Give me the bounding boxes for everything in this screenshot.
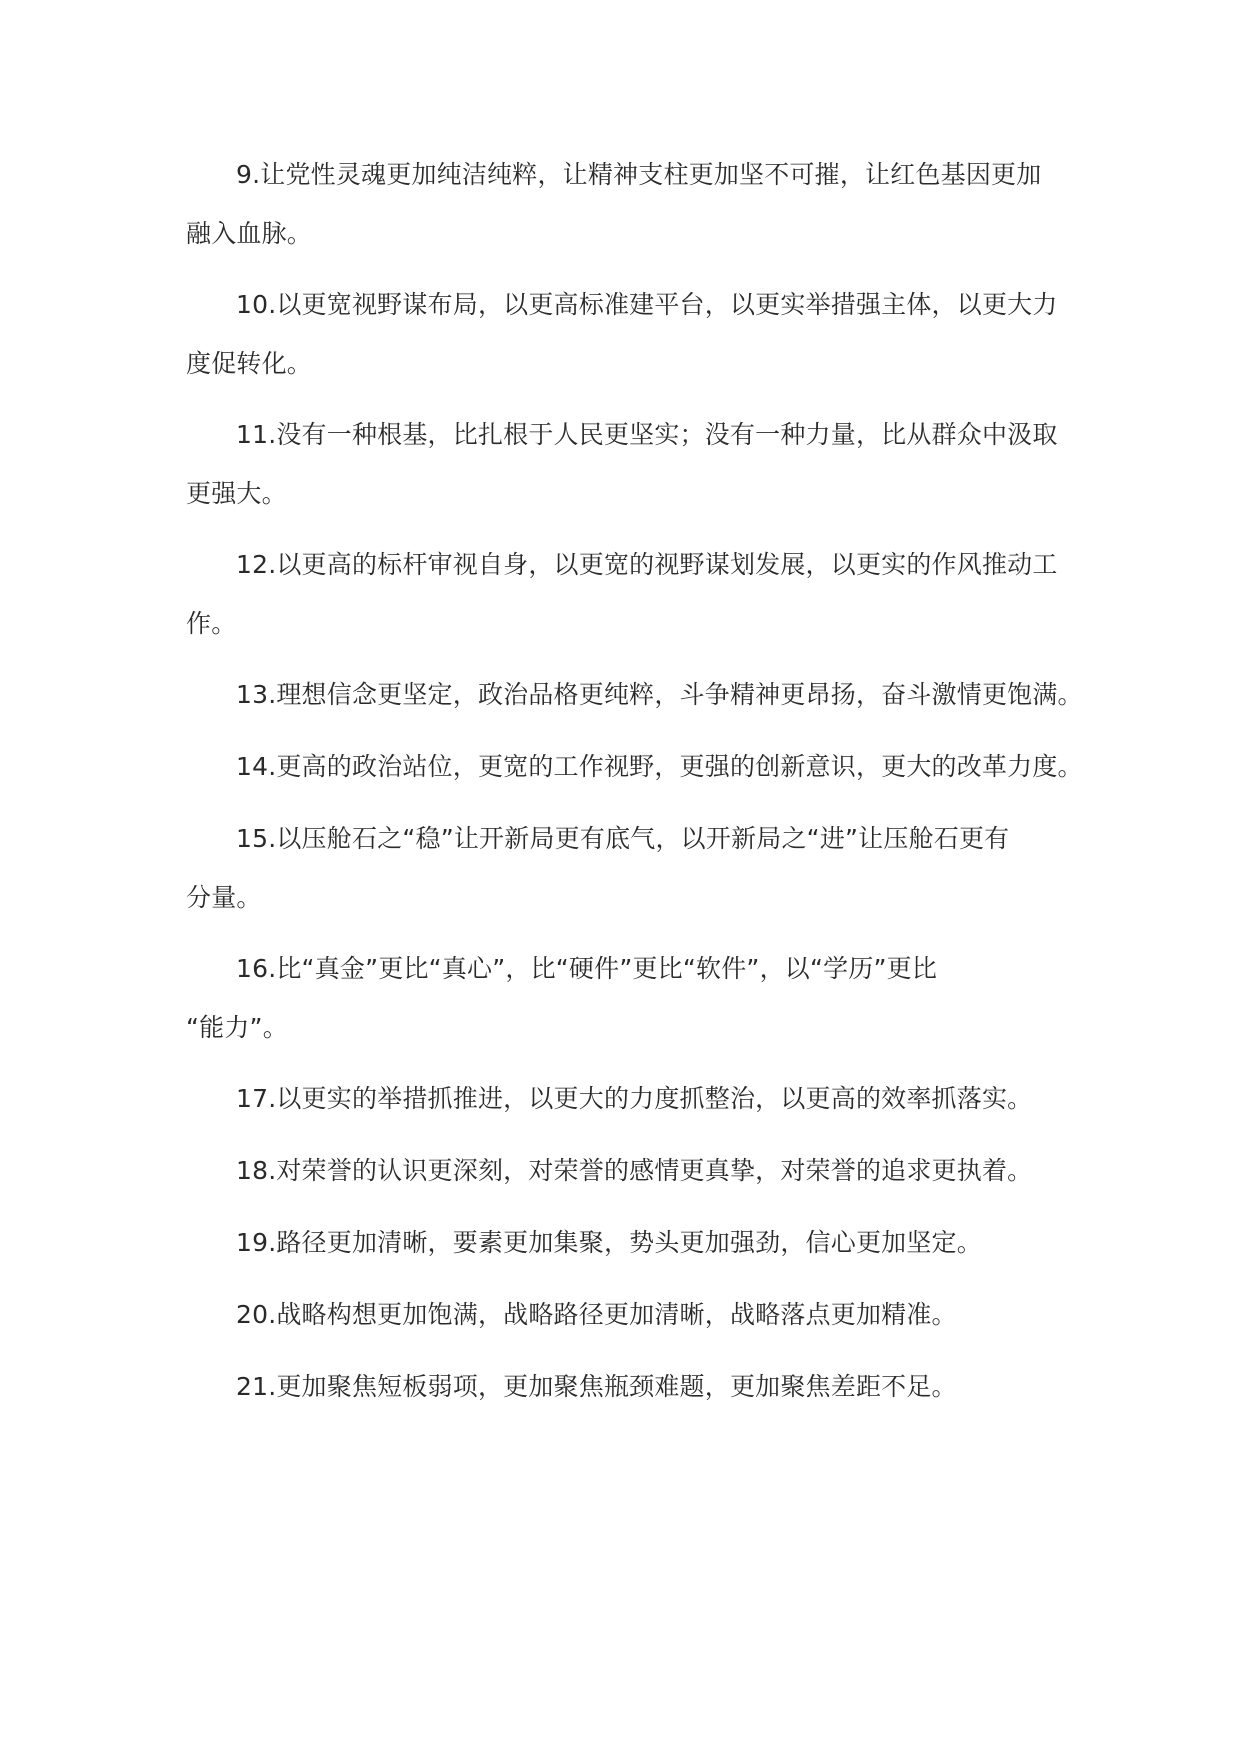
paragraph-12-line-2: 作。 — [186, 609, 237, 638]
paragraph-15-line-1: 15.以压舱石之“稳”让开新局更有底气，以开新局之“进”让压舱石更有 — [236, 824, 1010, 853]
paragraph-15-line-2: 分量。 — [186, 883, 262, 912]
paragraph-11-line-1: 11.没有一种根基，比扎根于人民更坚实；没有一种力量，比从群众中汲取 — [236, 420, 1058, 449]
paragraph-13-line-1: 13.理想信念更坚定，政治品格更纯粹，斗争精神更昂扬，奋斗激情更饱满。 — [236, 680, 1083, 709]
paragraph-14-line-1: 14.更高的政治站位，更宽的工作视野，更强的创新意识，更大的改革力度。 — [236, 752, 1083, 781]
paragraph-9-line-2: 融入血脉。 — [186, 219, 313, 248]
paragraph-16-line-1: 16.比“真金”更比“真心”，比“硬件”更比“软件”，以“学历”更比 — [236, 954, 938, 983]
paragraph-16-line-2: “能力”。 — [186, 1013, 288, 1042]
paragraph-9-line-1: 9.让党性灵魂更加纯洁纯粹，让精神支柱更加坚不可摧，让红色基因更加 — [236, 160, 1042, 189]
paragraph-10-line-1: 10.以更宽视野谋布局，以更高标准建平台，以更实举措强主体，以更大力 — [236, 290, 1058, 319]
paragraph-21-line-1: 21.更加聚焦短板弱项，更加聚焦瓶颈难题，更加聚焦差距不足。 — [236, 1372, 957, 1401]
paragraph-11-line-2: 更强大。 — [186, 479, 287, 508]
paragraph-18-line-1: 18.对荣誉的认识更深刻，对荣誉的感情更真挚，对荣誉的追求更执着。 — [236, 1156, 1033, 1185]
paragraph-10-line-2: 度促转化。 — [186, 349, 313, 378]
paragraph-12-line-1: 12.以更高的标杆审视自身，以更宽的视野谋划发展，以更实的作风推动工 — [236, 550, 1058, 579]
paragraph-17-line-1: 17.以更实的举措抓推进，以更大的力度抓整治，以更高的效率抓落实。 — [236, 1084, 1033, 1113]
paragraph-20-line-1: 20.战略构想更加饱满，战略路径更加清晰，战略落点更加精准。 — [236, 1300, 957, 1329]
paragraph-19-line-1: 19.路径更加清晰，要素更加集聚，势头更加强劲，信心更加坚定。 — [236, 1228, 982, 1257]
